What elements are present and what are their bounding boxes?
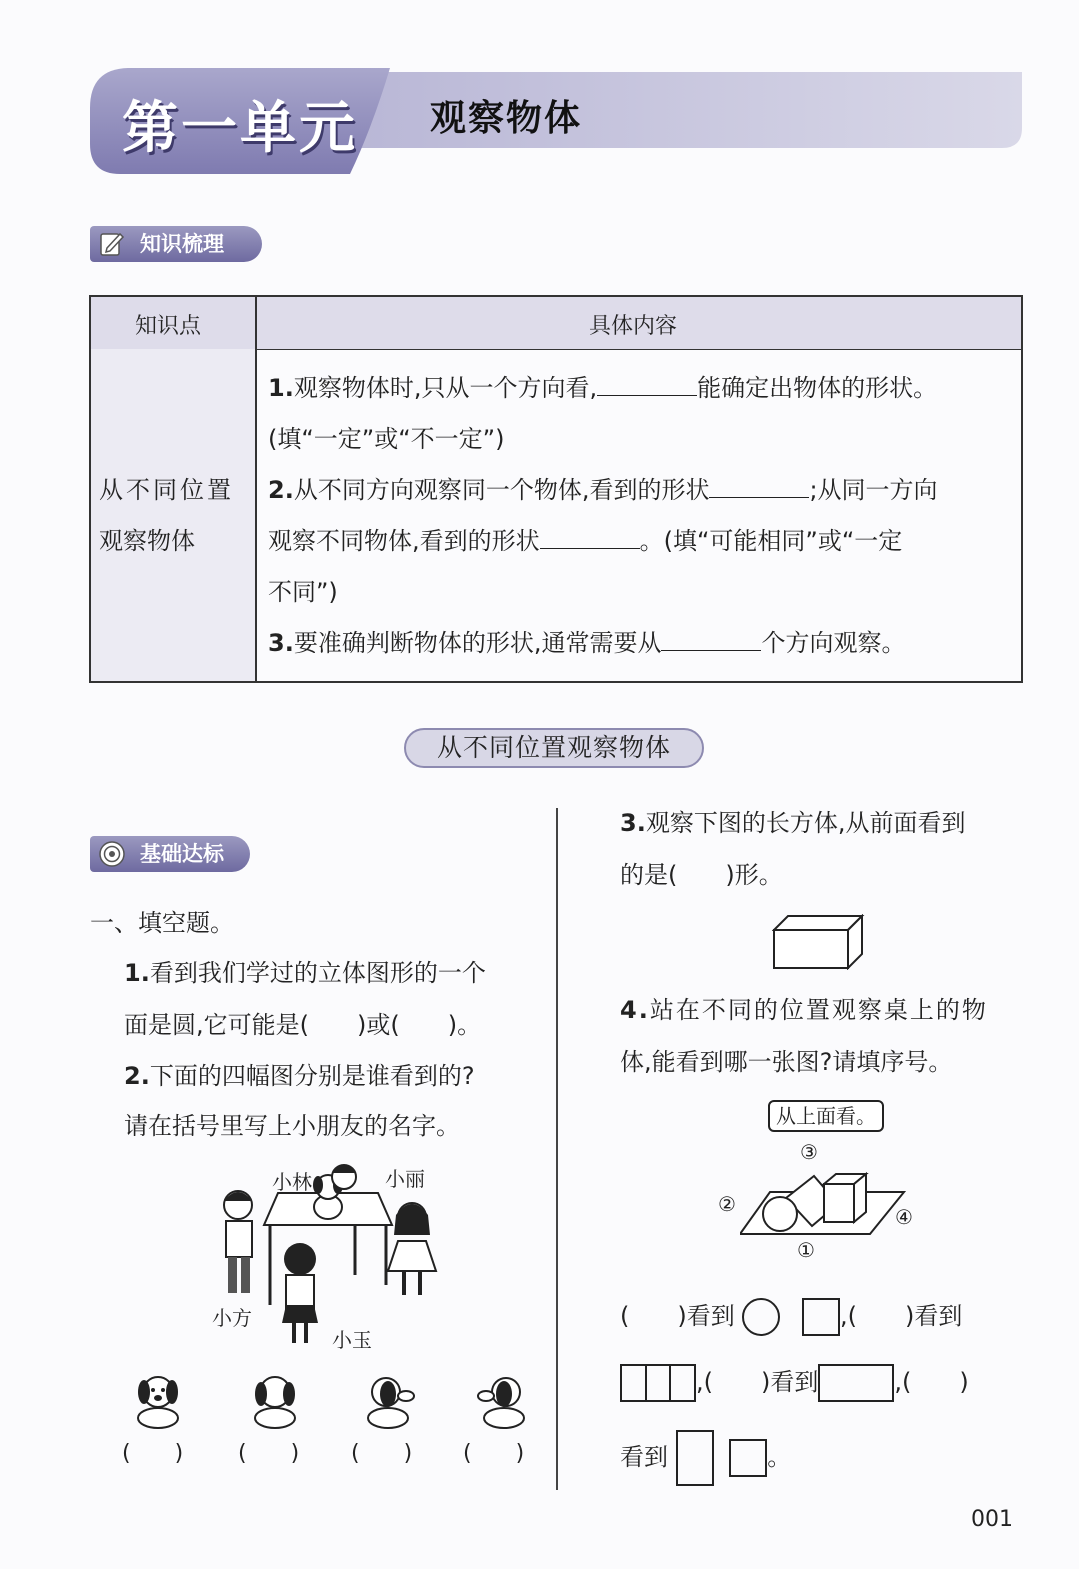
question-1-line-1: 1.看到我们学过的立体图形的一个	[124, 959, 486, 987]
section-title-pill: 从不同位置观察物体	[404, 728, 704, 768]
marker-2: ②	[718, 1192, 736, 1216]
answer-blank[interactable]	[540, 528, 640, 549]
question-3-line-1: 3.观察下图的长方体,从前面看到	[620, 809, 966, 837]
tall-rectangle-shape-icon	[676, 1430, 714, 1486]
q4-answer-row-3: 看到 。	[620, 1430, 791, 1486]
basic-section-tab	[90, 836, 250, 872]
marker-3: ③	[800, 1140, 818, 1164]
dog-front-view	[128, 1372, 188, 1432]
content-item-3: 3.要准确判断物体的形状,通常需要从 个方向观察。	[268, 629, 906, 657]
page-number: 001	[971, 1507, 1013, 1532]
content-item-2-cont: 观察不同物体,看到的形状 。(填“可能相同”或“一定	[268, 527, 903, 555]
answer-paren-4[interactable]: ( )	[463, 1441, 525, 1466]
question-4-line-1: 4.站在不同的位置观察桌上的物	[620, 996, 988, 1024]
small-square-shape-icon	[729, 1439, 767, 1477]
square-shape-icon	[802, 1298, 840, 1336]
name-xiaolin: 小林	[272, 1170, 312, 1194]
content-item-2-end: 不同”)	[268, 578, 338, 606]
speech-bubble: 从上面看。	[768, 1100, 884, 1132]
marker-4: ④	[895, 1205, 913, 1229]
marker-1: ①	[797, 1238, 815, 1262]
table-objects-figure	[740, 1168, 910, 1240]
rectangle-shape-icon	[818, 1364, 894, 1402]
part-title: 一、填空题。	[90, 909, 234, 937]
content-item-1: 1.观察物体时,只从一个方向看, 能确定出物体的形状。	[268, 374, 938, 402]
question-2-line-1: 2.下面的四幅图分别是谁看到的?	[124, 1062, 475, 1090]
content-item-2: 2.从不同方向观察同一个物体,看到的形状 ;从同一方向	[268, 476, 938, 504]
name-xiaoli: 小丽	[385, 1167, 425, 1191]
column-divider-line	[556, 808, 558, 1490]
question-1-line-2[interactable]: 面是圆,它可能是( )或( )。	[124, 1011, 482, 1039]
question-2-line-2: 请在括号里写上小朋友的名字。	[124, 1112, 460, 1140]
knowledge-section-tab	[90, 226, 262, 262]
name-xiaofang: 小方	[212, 1306, 252, 1330]
cuboid-figure	[772, 914, 866, 970]
target-icon	[98, 840, 126, 868]
knowledge-tab-label: 知识梳理	[140, 232, 224, 256]
table-header-row	[91, 297, 1021, 350]
dog-right-side-view	[472, 1372, 532, 1432]
answer-paren-1[interactable]: ( )	[122, 1441, 184, 1466]
knowledge-table	[89, 295, 1023, 683]
header-knowledge-point: 知识点	[135, 314, 202, 339]
basic-tab-label: 基础达标	[140, 842, 224, 866]
note-edit-icon	[98, 230, 126, 258]
q4-answer-row-1: ( )看到 ,( )看到	[620, 1290, 962, 1342]
unit-subtitle: 观察物体	[430, 98, 583, 139]
answer-paren-3[interactable]: ( )	[351, 1441, 413, 1466]
dog-back-view	[245, 1372, 305, 1432]
circle-shape-icon	[742, 1298, 780, 1336]
dog-left-side-view	[360, 1372, 420, 1432]
q4-answer-row-2: ,( )看到 ,( )	[620, 1356, 969, 1408]
topic-line-2: 观察物体	[99, 527, 195, 555]
answer-blank[interactable]	[661, 630, 761, 651]
content-item-1-note: (填“一定”或“不一定”)	[268, 425, 505, 453]
answer-blank[interactable]	[709, 477, 809, 498]
column-divider	[255, 297, 257, 681]
question-3-line-2[interactable]: 的是( )形。	[620, 861, 783, 889]
three-squares-shape-icon	[620, 1364, 696, 1402]
answer-paren-2[interactable]: ( )	[238, 1441, 300, 1466]
topic-line-1: 从不同位置	[99, 476, 234, 504]
name-xiaoyu: 小玉	[332, 1328, 372, 1352]
header-content: 具体内容	[589, 314, 678, 339]
unit-title: 第一单元	[122, 96, 358, 161]
question-4-line-2: 体,能看到哪一张图?请填序号。	[620, 1048, 953, 1076]
answer-blank[interactable]	[597, 375, 697, 396]
